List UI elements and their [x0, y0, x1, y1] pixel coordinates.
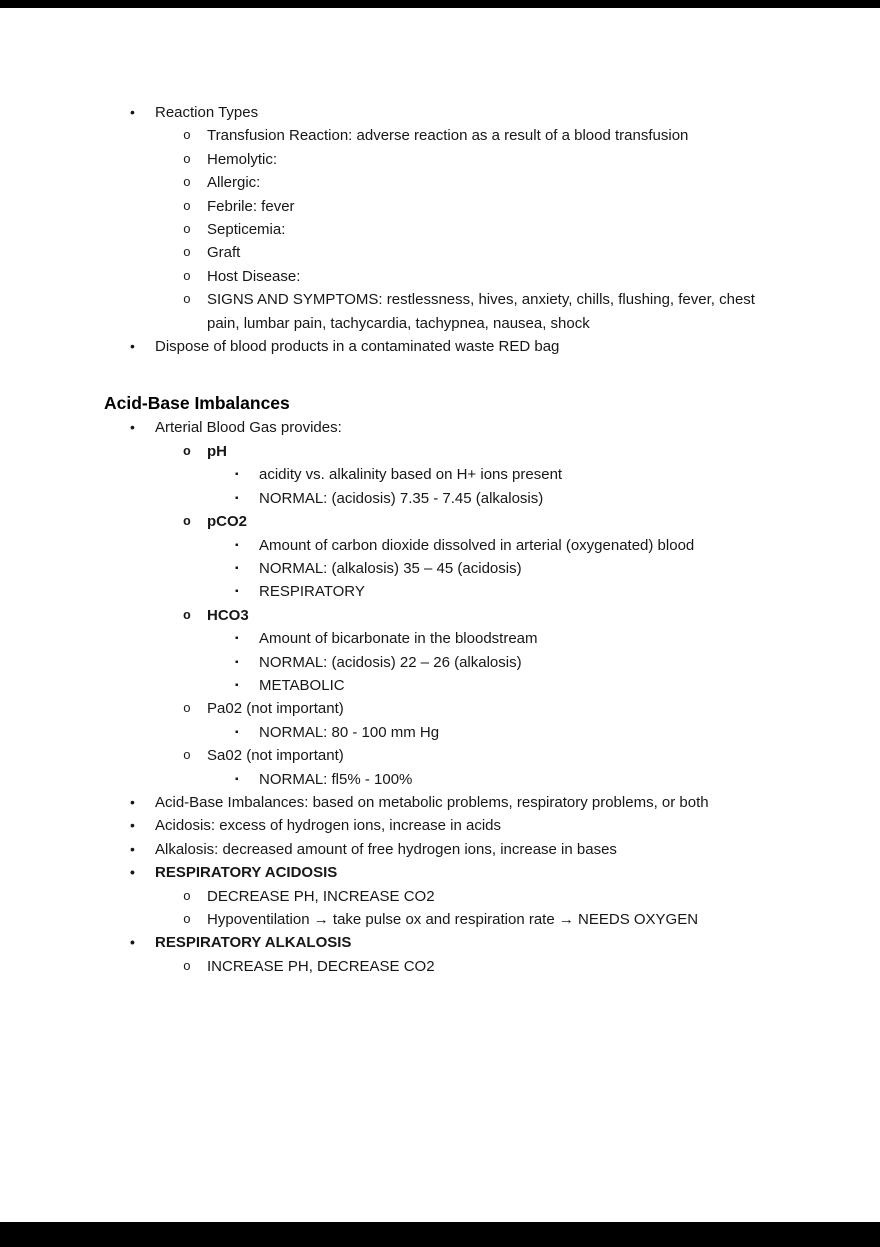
circle-marker: o [183, 748, 191, 764]
list-item [104, 651, 768, 674]
square-marker: ▪ [235, 773, 239, 785]
list-item-text: pCO2 [207, 513, 248, 531]
list-item-text: Pa02 (not important) [207, 700, 344, 718]
list-item-text: Dispose of blood products in a contaminated waste RED bag [155, 338, 560, 356]
list-item-text: acidity vs. alkalinity based on H+ ions present [259, 466, 563, 484]
circle-marker: o [183, 151, 191, 167]
list-item-text: HCO3 [207, 606, 249, 624]
list-item-text: Acid-Base Imbalances: based on metabolic problems, respiratory problems, or both [155, 793, 709, 811]
list-item-text: Septicemia: [207, 221, 286, 239]
list-item-text: Alkalosis: decreased amount of free hydrogen ions, increase in bases [155, 840, 617, 858]
list-item-text: NORMAL: (alkalosis) 35 – 45 (acidosis) [259, 559, 522, 577]
list-item-text: NORMAL: 80 - 100 mm Hg [259, 723, 440, 741]
list-item [104, 791, 768, 814]
list-item [104, 814, 768, 837]
list-item-text: pH [207, 442, 227, 460]
list-item [104, 335, 768, 358]
list-item-text: NORMAL: fl5% - 100% [259, 770, 413, 788]
list-item [104, 557, 768, 580]
bullet-marker: • [130, 793, 135, 810]
list-item [104, 604, 768, 627]
list-item-text: Allergic: [207, 174, 261, 192]
list-item [104, 416, 768, 439]
list-item-text: NORMAL: (acidosis) 7.35 - 7.45 (alkalosis) [259, 489, 544, 507]
list-item [104, 265, 768, 288]
square-marker: ▪ [235, 633, 239, 645]
section-heading: Acid-Base Imbalances [104, 393, 290, 414]
list-item [104, 955, 768, 978]
list-item-text: Acidosis: excess of hydrogen ions, increase in acids [155, 817, 502, 835]
square-marker: ▪ [235, 679, 239, 691]
circle-marker: o [183, 198, 191, 214]
list-item-text: Amount of carbon dioxide dissolved in arterial (oxygenated) blood [259, 536, 695, 554]
list-item-text: Arterial Blood Gas provides: [155, 419, 342, 437]
bullet-marker: • [130, 104, 135, 120]
list-item-text: METABOLIC [259, 676, 345, 694]
list-item [104, 440, 768, 463]
list-item [104, 885, 768, 908]
list-item [104, 744, 768, 767]
bullet-marker: • [130, 419, 135, 436]
circle-marker: o [183, 268, 191, 284]
circle-marker: o [183, 912, 191, 927]
circle-marker: o [183, 888, 191, 904]
list-item [104, 218, 768, 241]
list-item-text: RESPIRATORY ACIDOSIS [155, 864, 338, 882]
list-item-text: INCREASE PH, DECREASE CO2 [207, 957, 435, 975]
bullet-marker: • [130, 817, 135, 834]
bullet-marker: • [130, 934, 135, 951]
document-page [0, 8, 880, 1222]
list-item [104, 463, 768, 486]
list-item-text: Febrile: fever [207, 197, 295, 215]
square-marker: ▪ [235, 656, 239, 668]
list-item [104, 101, 768, 124]
bullet-marker: • [130, 338, 135, 355]
square-marker: ▪ [235, 562, 239, 574]
list-item [104, 768, 768, 791]
square-marker: ▪ [235, 492, 239, 504]
circle-marker: o [183, 443, 191, 459]
list-item [104, 697, 768, 720]
list-item [104, 627, 768, 650]
list-item [104, 580, 768, 603]
circle-marker: o [183, 292, 191, 308]
square-marker: ▪ [235, 539, 239, 551]
list-item [104, 241, 768, 264]
list-item [104, 148, 768, 171]
list-item [104, 931, 768, 954]
list-item-text: SIGNS AND SYMPTOMS: restlessness, hives, anxiety, chills, flushing, fever, chest pain, lumbar pain, tachycardia, tachypnea, nausea, shock [207, 291, 755, 332]
list-item [104, 534, 768, 557]
list-item-text: Graft [207, 244, 241, 262]
list-item-text: RESPIRATORY [259, 583, 365, 601]
list-item [104, 195, 768, 218]
list-item [104, 721, 768, 744]
list-item [104, 124, 768, 147]
list-item-text: NORMAL: (acidosis) 22 – 26 (alkalosis) [259, 653, 522, 671]
document-content [0, 8, 880, 978]
list-item-text: DECREASE PH, INCREASE CO2 [207, 887, 435, 905]
list-item [104, 838, 768, 861]
list-item-text: Reaction Types [155, 104, 259, 121]
list-item-text: Hemolytic: [207, 150, 278, 168]
list-item-text: RESPIRATORY ALKALOSIS [155, 934, 352, 952]
list-item-text: Amount of bicarbonate in the bloodstream [259, 630, 538, 648]
list-item [104, 288, 768, 335]
circle-marker: o [183, 958, 191, 974]
square-marker: ▪ [235, 586, 239, 598]
list-item-text: Transfusion Reaction: adverse reaction as a result of a blood transfusion [207, 127, 689, 145]
circle-marker: o [183, 607, 191, 623]
list-item [104, 510, 768, 533]
bullet-marker: • [130, 864, 135, 881]
circle-marker: o [183, 701, 191, 717]
list-item [104, 674, 768, 697]
list-item [104, 487, 768, 510]
square-marker: ▪ [235, 469, 239, 481]
list-item [104, 171, 768, 194]
circle-marker: o [183, 245, 191, 261]
list-item [104, 861, 768, 884]
list-item-text: Sa02 (not important) [207, 747, 344, 765]
square-marker: ▪ [235, 726, 239, 738]
circle-marker: o [183, 128, 191, 144]
circle-marker: o [183, 175, 191, 191]
list-item-text: Host Disease: [207, 267, 301, 285]
list-item-text: Hypoventilation → take pulse ox and respiration rate → NEEDS OXYGEN [207, 911, 699, 928]
bullet-marker: • [130, 840, 135, 857]
circle-marker: o [183, 222, 191, 238]
circle-marker: o [183, 514, 191, 530]
list-item [104, 908, 768, 931]
